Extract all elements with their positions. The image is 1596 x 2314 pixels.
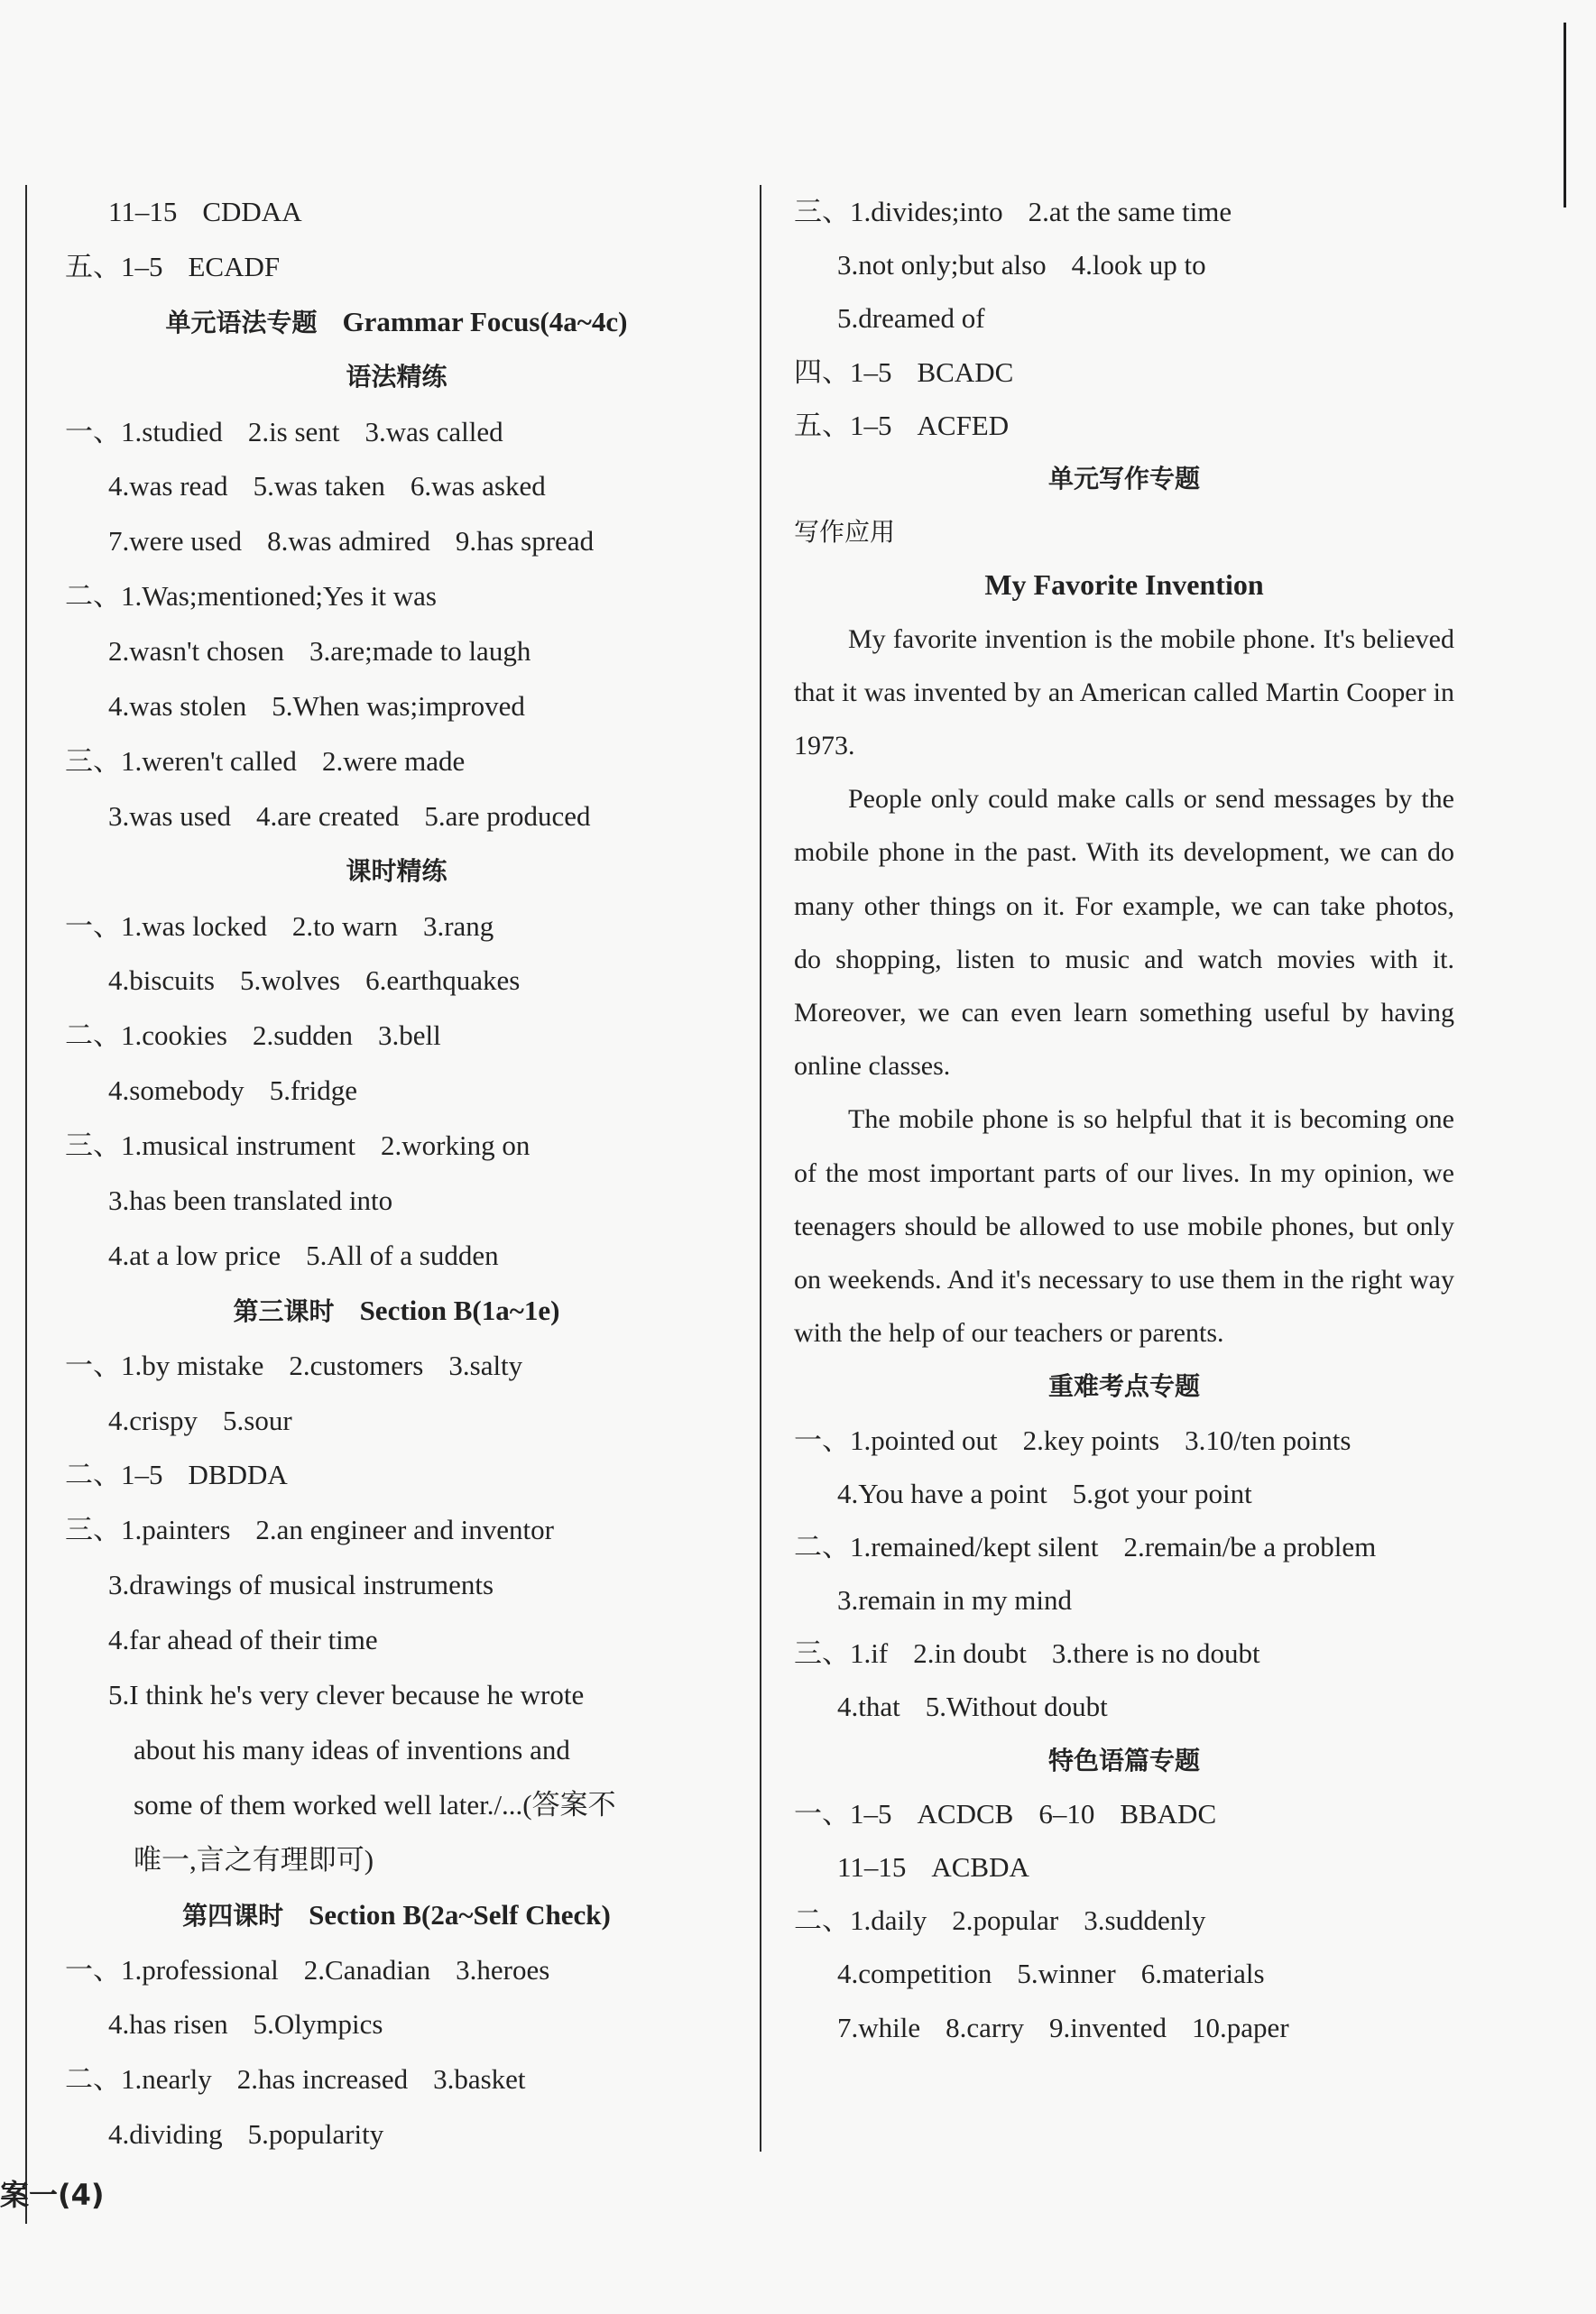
column-divider [760, 185, 761, 2152]
section-heading: 单元写作专题 [1047, 463, 1200, 493]
subsection-heading: 语法精练 [346, 361, 447, 392]
answer-line: 3.not only;but also 4.look up to [837, 249, 1206, 281]
answer-line: 4.somebody 5.fridge [108, 1074, 357, 1107]
answer-line: 4.biscuits 5.wolves 6.earthquakes [108, 964, 521, 997]
section-heading: 第三课时 Section B(1a~1e) [233, 1294, 560, 1326]
essay-body [794, 613, 1454, 1360]
edge-bar [1564, 23, 1566, 207]
answer-line: 4.has risen 5.Olympics [108, 2008, 383, 2041]
answer-line: 五、1–5 ACFED [794, 409, 1010, 441]
answer-line: 4.was read 5.was taken 6.was asked [108, 470, 546, 502]
answer-line: 3.was used 4.are created 5.are produced [108, 799, 591, 832]
answer-line: 二、1.Was;mentioned;Yes it was [65, 580, 437, 613]
answer-line: 一、1.pointed out 2.key points 3.10/ten points [794, 1424, 1352, 1456]
answer-line: 四、1–5 BCADC [794, 355, 1014, 388]
answer-line: 一、1.was locked 2.to warn 3.rang [65, 909, 494, 942]
answer-line: 二、1.nearly 2.has increased 3.basket [65, 2063, 526, 2096]
answer-line: 5.I think he's very clever because he wrote [108, 1679, 585, 1711]
section-heading: 特色语篇专题 [1047, 1745, 1200, 1775]
answer-line: 三、1.if 2.in doubt 3.there is no doubt [794, 1637, 1260, 1670]
answer-line: 4.was stolen 5.When was;improved [108, 690, 525, 723]
left-rule [25, 185, 27, 2224]
answer-line: 4.far ahead of their time [108, 1624, 378, 1656]
answer-line: 三、1.musical instrument 2.working on [65, 1129, 530, 1162]
essay-paragraph: The mobile phone is so helpful that it is becoming one of the most important parts of our lives. In my opinion, we teenagers should be allowed to use mobile phones, but only on weekends. And it's necessary to use them in the right way with the help of our teachers or parents. [794, 1104, 1454, 1349]
answer-line: 五、1–5 ECADF [65, 250, 281, 282]
answer-line: 3.has been translated into [108, 1185, 393, 1217]
answer-line: 一、1.studied 2.is sent 3.was called [65, 415, 503, 447]
answer-line: 4.crispy 5.sour [108, 1404, 292, 1436]
answer-line: 4.that 5.Without doubt [837, 1691, 1108, 1723]
answer-line: 7.while 8.carry 9.invented 10.paper [837, 2011, 1289, 2043]
answer-line: 3.remain in my mind [837, 1584, 1073, 1617]
page-footer: 案一(4) [0, 2178, 105, 2212]
essay-paragraph: People only could make calls or send messages by the mobile phone in the past. With its development, we can do many other things on it. For example, we can take photos, do shopping, listen to music and watch movies with it. Moreover, we can even learn something useful by having online classes. [794, 784, 1454, 1082]
answer-line: 2.wasn't chosen 3.are;made to laugh [108, 635, 531, 668]
essay-paragraph: My favorite invention is the mobile phone. It's believed that it was invented by an American called Martin Cooper in 1973. [794, 623, 1454, 761]
answer-line: 二、1.cookies 2.sudden 3.bell [65, 1019, 441, 1052]
left-column [65, 185, 728, 2162]
section-heading: 第四课时 Section B(2a~Self Check) [182, 1898, 611, 1931]
section-heading: 重难考点专题 [1047, 1371, 1200, 1402]
answer-line: 4.dividing 5.popularity [108, 2118, 384, 2151]
answer-line: 唯一,言之有理即可) [134, 1843, 374, 1876]
answer-line: 三、1.divides;into 2.at the same time [794, 196, 1232, 227]
answer-line: 二、1.remained/kept silent 2.remain/be a problem [794, 1530, 1377, 1563]
answer-line: 5.dreamed of [837, 302, 985, 335]
answer-line: 11–15 ACBDA [837, 1851, 1029, 1884]
answer-line: 一、1.by mistake 2.customers 3.salty [65, 1349, 523, 1381]
answer-line: 11–15 CDDAA [108, 196, 302, 227]
answer-line: 4.competition 5.winner 6.materials [837, 1958, 1265, 1990]
answer-line: 一、1.professional 2.Canadian 3.heroes [65, 1953, 550, 1986]
answer-line: some of them worked well later./...(答案不 [134, 1788, 616, 1821]
answer-line: 三、1.painters 2.an engineer and inventor [65, 1514, 554, 1546]
writing-label: 写作应用 [794, 517, 896, 548]
subsection-heading: 课时精练 [346, 855, 447, 886]
answer-line: 二、1.daily 2.popular 3.suddenly [794, 1904, 1206, 1937]
answer-line: 二、1–5 DBDDA [65, 1459, 288, 1491]
section-heading: 单元语法专题 Grammar Focus(4a~4c) [165, 305, 628, 337]
answer-line: 7.were used 8.was admired 9.has spread [108, 525, 595, 558]
answer-line: 三、1.weren't called 2.were made [65, 744, 466, 777]
answer-line: about his many ideas of inventions and [134, 1733, 570, 1765]
answer-line: 一、1–5 ACDCB 6–10 BBADC [794, 1797, 1217, 1830]
right-column [794, 185, 1454, 2054]
essay-title: My Favorite Invention [984, 568, 1264, 602]
answer-line: 4.at a low price 5.All of a sudden [108, 1239, 499, 1271]
answer-line: 3.drawings of musical instruments [108, 1569, 494, 1601]
answer-line: 4.You have a point 5.got your point [837, 1477, 1252, 1509]
